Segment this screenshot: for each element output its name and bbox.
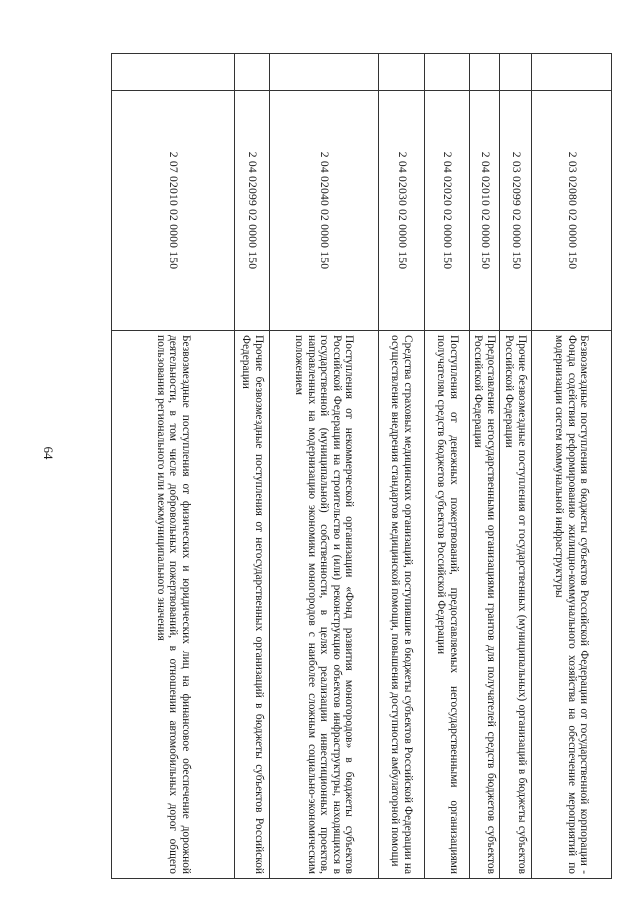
- revenue-description-cell: Прочие безвозмездные поступления от негосударственных организаций в бюджеты субъектов Российской Федерации: [235, 331, 270, 879]
- revenue-description-cell: Безвозмездные поступления от физических и юридических лиц на финансовое обеспечение дорожной деятельности, в том числе добровольных пожертвований, в отношении автомобильных дорог общего пользования регионального или межмуниципального значения: [112, 331, 235, 879]
- empty-cell: [112, 54, 235, 91]
- revenue-codes-table-container: [112, 53, 612, 879]
- revenue-description-cell: Средства страховых медицинских организаций, поступившие в бюджеты субъектов Российской Федерации на осуществление внедрения стандартов медицинской помощи, повышения доступности амбулаторной помощи: [379, 331, 425, 879]
- revenue-code-cell: 2 04 02010 02 0000 150: [470, 91, 500, 331]
- revenue-code-cell: 2 04 02099 02 0000 150: [235, 91, 270, 331]
- empty-cell: [500, 54, 532, 91]
- revenue-description-cell: Поступления от некоммерческой организации «Фонд развития моногородов» в бюджеты субъектов Российской Федерации на строительство и (или) реконструкцию объектов инфраструктуры, находящихся в государственной (муниципальной) собственности, в целях реализации инвестиционных проектов, направленных на модернизацию экономики моногородов с наиболее сложным социально-экономическим положением: [270, 331, 379, 879]
- revenue-code-cell: 2 07 02010 02 0000 150: [112, 91, 235, 331]
- empty-cell: [270, 54, 379, 91]
- table-row: [112, 54, 235, 879]
- empty-cell: [235, 54, 270, 91]
- revenue-code-cell: 2 04 02040 02 0000 150: [270, 91, 379, 331]
- empty-cell: [470, 54, 500, 91]
- table-row: [500, 54, 532, 879]
- table-row: [379, 54, 425, 879]
- revenue-code-cell: 2 03 02099 02 0000 150: [500, 91, 532, 331]
- table-row: [532, 54, 612, 879]
- revenue-code-cell: 2 03 02080 02 0000 150: [532, 91, 612, 331]
- page-number: 64: [41, 446, 56, 460]
- revenue-code-cell: 2 04 02030 02 0000 150: [379, 91, 425, 331]
- empty-cell: [532, 54, 612, 91]
- empty-cell: [379, 54, 425, 91]
- revenue-code-cell: 2 04 02020 02 0000 150: [425, 91, 470, 331]
- revenue-description-cell: Прочие безвозмездные поступления от государственных (муниципальных) организаций в бюджеты субъектов Российской Федерации: [500, 331, 532, 879]
- revenue-description-cell: Поступления от денежных пожертвований, предоставляемых негосударственными организациями получателям средств бюджетов субъектов Российской Федерации: [425, 331, 470, 879]
- revenue-description-cell: Безвозмездные поступления в бюджеты субъектов Российской Федерации от государственной корпорации - Фонда содействия реформированию жилищно-коммунального хозяйства на обеспечение мероприятий по модернизации систем коммунальной инфраструктуры: [532, 331, 612, 879]
- table-row: [470, 54, 500, 879]
- empty-cell: [425, 54, 470, 91]
- revenue-description-cell: Предоставление негосударственными организациями грантов для получателей средств бюджетов субъектов Российской Федерации: [470, 331, 500, 879]
- table-row: [235, 54, 270, 879]
- revenue-codes-table: [111, 53, 612, 879]
- table-row: [425, 54, 470, 879]
- table-row: [270, 54, 379, 879]
